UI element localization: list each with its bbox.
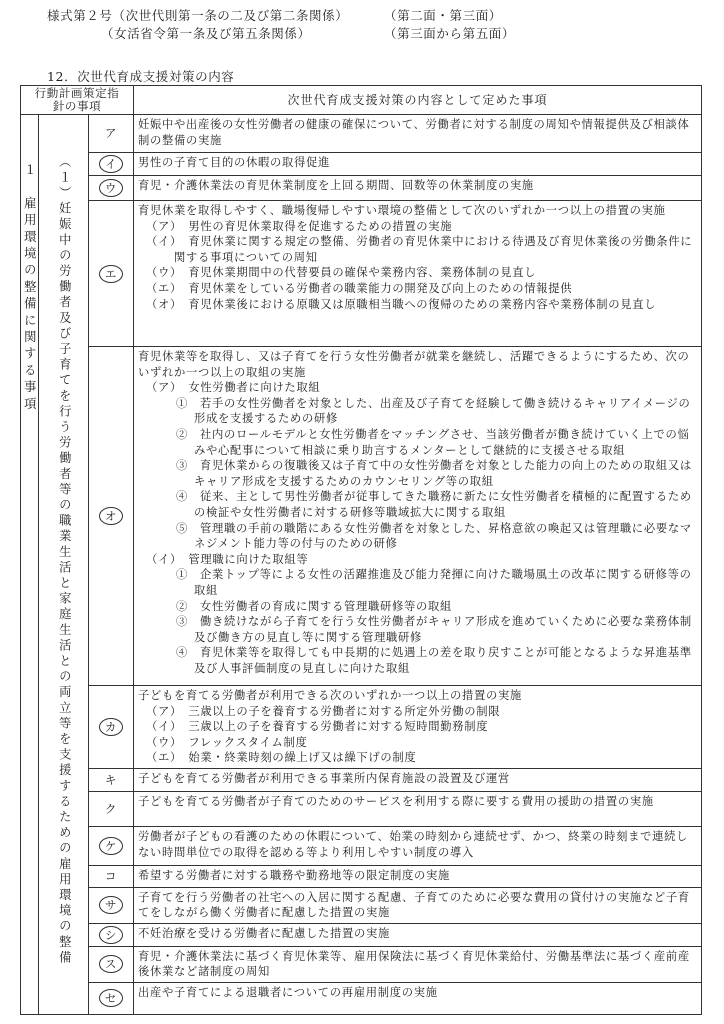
measure-content <box>134 768 702 791</box>
marker-cell <box>89 791 134 826</box>
table-row <box>21 946 702 982</box>
table-row <box>21 153 702 176</box>
measure-text: 男性の子育て目的の休暇の取得促進 <box>138 156 330 169</box>
category-employment: １ 雇用環境の整備に関する事項 <box>22 163 38 414</box>
numbered-item: ④ 従来、主として男性労働者が従事してきた職務に新たに女性労働者を積極的に配置するための検証や女性労働者に対する研修等職域拡大に関する取組 <box>176 490 692 519</box>
section-title: 12．次世代育成支援対策の内容 <box>47 69 235 84</box>
measure-text: 育児休業を取得しやすく、職場復帰しやすい環境の整備として次のいずれか一つ以上の措置の実施 <box>138 204 666 217</box>
table-row <box>21 791 702 826</box>
numbered-item: ② 社内のロールモデルと女性労働者をマッチングさせ、当該労働者が働き続けていく上での悩みや心配事について相談に乗り助言するメンターとして継続的に支援させる取組 <box>176 427 690 457</box>
table-row <box>21 686 702 769</box>
measure-content <box>134 826 702 865</box>
numbered-item: ④ 育児休業等を取得しても中長期的に処遇上の差を取り戻すことが可能となるような昇進基準及び人事評価制度の見直しに向けた取組 <box>176 646 692 675</box>
numbered-item: ⑤ 管理職の手前の職階にある女性労働者を対象とした、昇格意欲の喚起又は管理職に必要なマネジメント能力等の付与のための研修 <box>176 521 692 551</box>
measure-content <box>134 946 702 982</box>
sub-item: （エ） 育児休業をしている労働者の職業能力の開発及び向上のための情報提供 <box>146 281 573 295</box>
measure-text: 不妊治療を受ける労働者に配慮した措置の実施 <box>138 926 390 940</box>
measure-text: 育児・介護休業法の育児休業制度を上回る期間、回数等の休業制度の実施 <box>138 179 534 192</box>
measure-text: 妊娠中や出産後の女性労働者の健康の確保について、労働者に対する制度の周知や情報提供及び相談体制の整備の実施 <box>138 118 690 147</box>
marker-cell <box>89 686 134 769</box>
measure-content <box>134 791 702 826</box>
circled-marker: オ <box>99 507 123 525</box>
marker-cell <box>89 826 134 865</box>
measure-content <box>134 982 702 1014</box>
measure-text: 子どもを育てる労働者が利用できる次のいずれか一つ以上の措置の実施 <box>138 689 522 702</box>
circled-marker: ケ <box>99 837 123 855</box>
header-line1-right: （第二面・第三面） <box>384 8 502 23</box>
header-guideline-items: 行動計画策定指針の事項 <box>21 86 134 115</box>
header-line1-left: 様式第２号（次世代則第一条の二及び第二条関係） <box>47 8 349 23</box>
measure-text: 育児休業等を取得し、又は子育てを行う女性労働者が就業を継続し、活躍できるようにするため、次のいずれか一つ以上の取組の実施 <box>138 350 690 379</box>
marker-cell <box>89 887 134 923</box>
measure-text: 希望する労働者に対する職務や勤務地等の限定制度の実施 <box>138 868 450 882</box>
item-marker: コ <box>104 868 118 883</box>
sub-item: （ア） 三歳以上の子を養育する労働者に対する所定外労働の制限 <box>146 704 501 718</box>
sub-item: （イ） 三歳以上の子を養育する労働者に対する短時間勤務制度 <box>146 720 489 734</box>
sub-item: （ア） 男性の育児休業取得を促進するための措置の実施 <box>146 219 453 233</box>
measure-content <box>134 686 702 769</box>
header-line2-left: （女活省令第一条及び第五条関係） <box>101 26 311 41</box>
sub-item: （ウ） 育児休業期間中の代替要員の確保や業務内容、業務体制の見直し <box>146 266 537 280</box>
numbered-item: ① 企業トップ等による女性の活躍推進及び能力発揮に向けた職場風土の改革に関する研修等の取組 <box>176 568 692 597</box>
circled-marker: セ <box>99 989 123 1007</box>
sub-group-title: （ア） 女性労働者に向けた取組 <box>146 381 321 395</box>
measure-text: 子育てを行う労働者の社宅への入居に関する配慮、子育てのために必要な費用の貸付けの実施など子育てをしながら働く労働者に配慮した措置の実施 <box>138 890 690 920</box>
circled-marker: イ <box>99 155 123 173</box>
circled-marker: ウ <box>99 179 123 197</box>
marker-cell <box>89 768 134 791</box>
marker-cell <box>89 201 134 347</box>
sub-item: （イ） 育児休業に関する規定の整備、労働者の育児休業中における待遇及び育児休業後の労働条件に関する事項についての周知 <box>146 235 693 264</box>
table-row <box>21 923 702 946</box>
measures-table <box>20 85 702 1015</box>
numbered-item: ② 女性労働者の育成に関する管理職研修等の取組 <box>176 599 452 613</box>
marker-cell <box>89 115 134 153</box>
marker-cell <box>89 347 134 686</box>
numbered-item: ③ 育児休業からの復職後又は子育て中の女性労働者を対象とした能力の向上のための取組又はキャリア形成を支援するためのカウンセリング等の取組 <box>176 459 692 488</box>
measure-content <box>134 887 702 923</box>
header-line2-right: （第三面から第五面） <box>384 26 516 41</box>
circled-marker: カ <box>99 718 123 736</box>
table-row <box>21 826 702 865</box>
table-row <box>21 201 702 347</box>
marker-cell <box>89 865 134 887</box>
table-row <box>21 176 702 201</box>
numbered-item: ① 若手の女性労働者を対象とした、出産及び子育てを経験して働き続けるキャリアイメージの形成を支援するための研修 <box>176 396 691 426</box>
measure-text: 子どもを育てる労働者が利用できる事業所内保育施設の設置及び運営 <box>138 771 510 785</box>
table-row <box>21 887 702 923</box>
measure-content <box>134 347 702 686</box>
measure-text: 育児・介護休業法に基づく育児休業等、雇用保険法に基づく育児休業給付、労働基準法に基づく産前産後休業など諸制度の周知 <box>138 949 690 979</box>
measure-text: 子どもを育てる労働者が子育てのためのサービスを利用する際に要する費用の援助の措置の実施 <box>138 794 654 808</box>
measure-content <box>134 153 702 176</box>
marker-cell <box>89 153 134 176</box>
marker-cell <box>89 946 134 982</box>
circled-marker: エ <box>99 265 123 283</box>
table-row <box>21 982 702 1014</box>
category-worklife: （１）妊娠中の労働者及び子育てを行う労働者等の職業生活と家庭生活との両立等を支援するための雇用環境の整備 <box>57 155 72 967</box>
numbered-item: ③ 働き続けながら子育てを行う女性労働者がキャリア形成を進めていくために必要な業務体制及び働き方の見直し等に関する管理職研修 <box>176 615 692 644</box>
item-marker: ク <box>104 801 118 816</box>
sub-item: （オ） 育児休業後における原職又は原職相当職への復帰のための業務内容や業務体制の見直し <box>146 297 657 311</box>
measure-text: 労働者が子どもの看護のための休暇について、始業の時刻から連続せず、かつ、終業の時刻まで連続しない時間単位での取得を認める等より利用しやすい制度の導入 <box>138 829 689 859</box>
table-header-row <box>21 86 702 115</box>
measure-content <box>134 176 702 201</box>
measure-content <box>134 865 702 887</box>
item-marker: キ <box>104 772 118 787</box>
measure-content <box>134 115 702 153</box>
circled-marker: サ <box>99 896 123 914</box>
measure-content <box>134 201 702 347</box>
table-row <box>21 115 702 153</box>
circled-marker: ス <box>99 955 123 973</box>
sub-item: （ウ） フレックスタイム制度 <box>146 735 308 749</box>
circled-marker: シ <box>99 926 123 944</box>
marker-cell <box>89 176 134 201</box>
sub-item: （エ） 始業・終業時刻の繰上げ又は繰下げの制度 <box>146 751 417 765</box>
marker-cell <box>89 923 134 946</box>
item-marker: ア <box>104 126 118 141</box>
marker-cell <box>89 982 134 1014</box>
sub-group-title: （イ） 管理職に向けた取組等 <box>146 552 309 566</box>
measure-text: 出産や子育てによる退職者についての再雇用制度の実施 <box>138 985 438 999</box>
table-row <box>21 865 702 887</box>
category-worklife-cell <box>39 115 89 1015</box>
header-measure-contents: 次世代育成支援対策の内容として定めた事項 <box>134 86 702 115</box>
measure-content <box>134 923 702 946</box>
table-row <box>21 768 702 791</box>
category-employment-cell <box>21 115 39 1015</box>
table-row <box>21 347 702 686</box>
